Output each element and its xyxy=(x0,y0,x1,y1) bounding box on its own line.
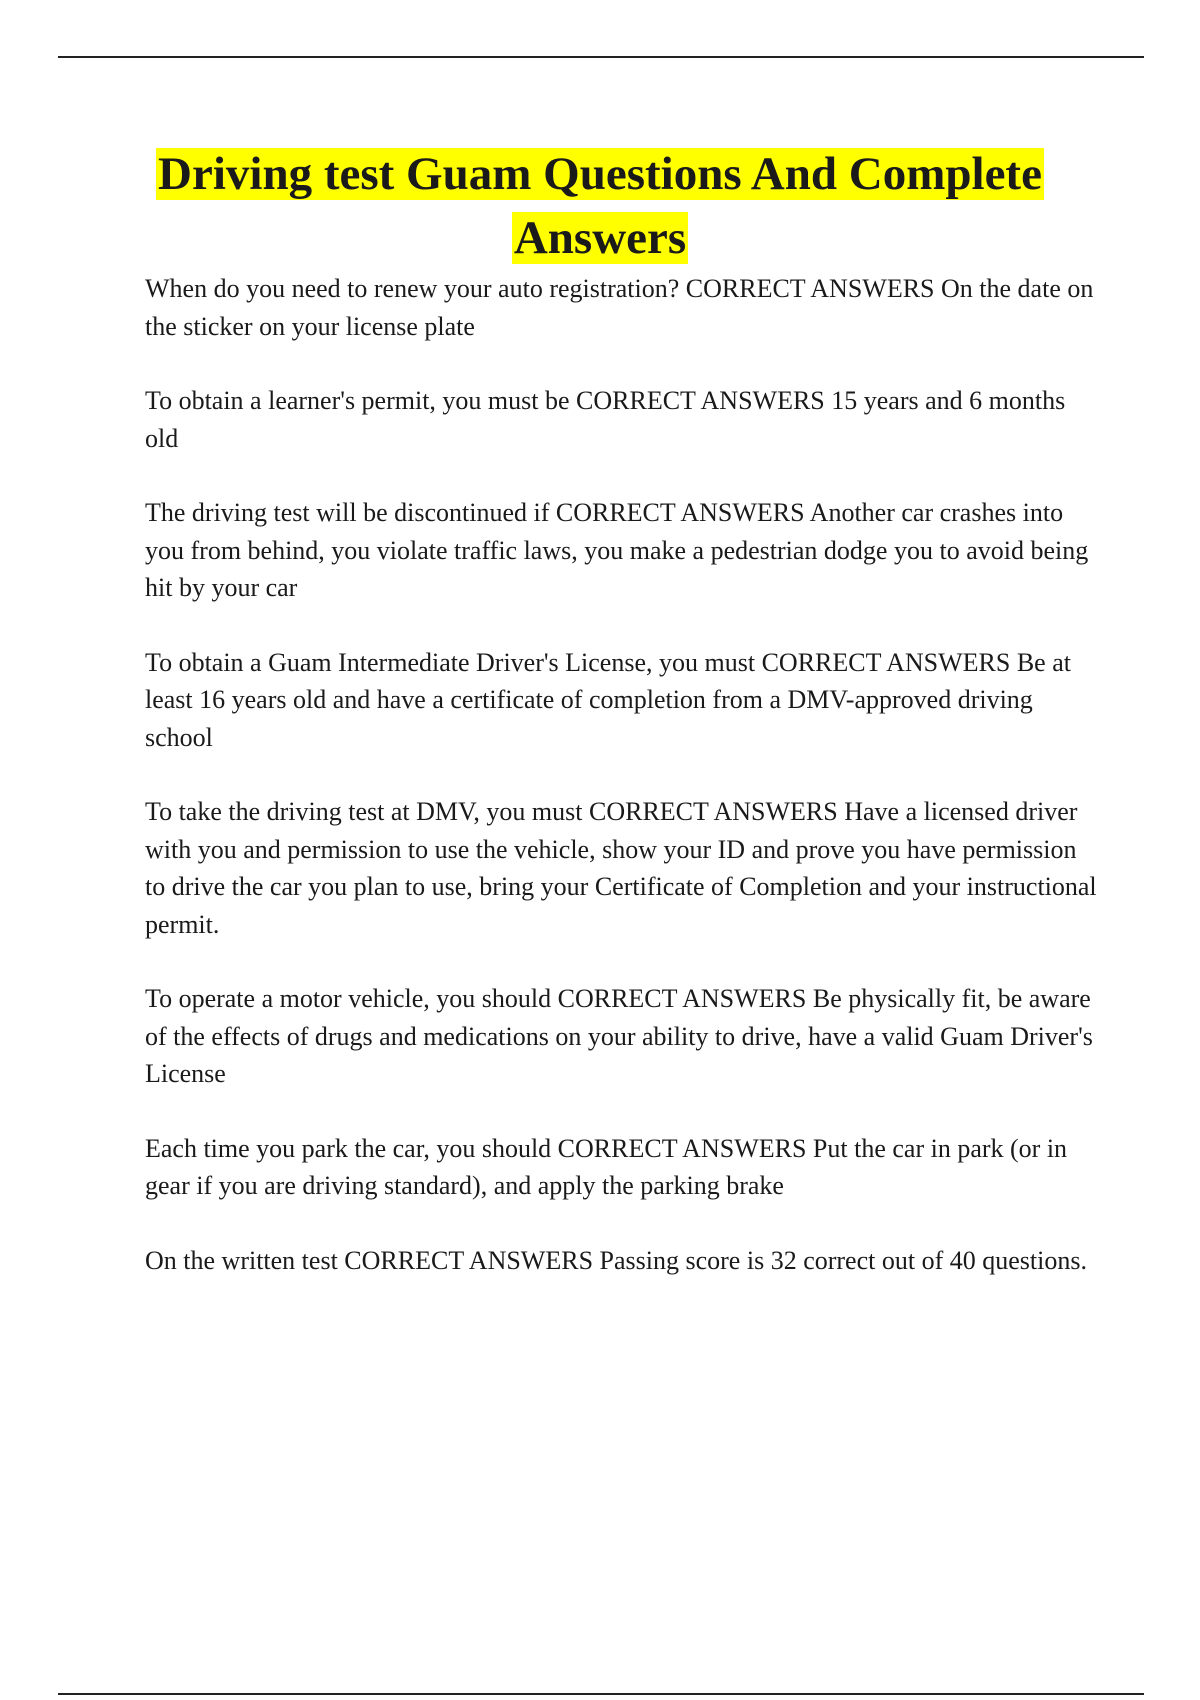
qa-entry-intermediate-license: To obtain a Guam Intermediate Driver's License, you must CORRECT ANSWERS Be at least 16 years old and have a certificate of completion from a DMV-approved driving school xyxy=(145,647,1071,752)
qa-entry-take-driving-test: To take the driving test at DMV, you must CORRECT ANSWERS Have a licensed driver with you and permission to use the vehicle, show your ID and prove you have permission to drive the car you plan to use, bring your Certificate of Completion and your instructional permit. xyxy=(145,797,1097,939)
title-line-2: Answers xyxy=(513,212,687,264)
qa-entry-operate-vehicle: To operate a motor vehicle, you should CORRECT ANSWERS Be physically fit, be aware of the effects of drugs and medications on your ability to drive, have a valid Guam Driver's License xyxy=(145,984,1093,1088)
qa-entry-renew-registration: When do you need to renew your auto registration? CORRECT ANSWERS On the date on the sticker on your license plate xyxy=(145,274,1094,341)
qa-entry-park-car: Each time you park the car, you should CORRECT ANSWERS Put the car in park (or in gear if you are driving standard), and apply the parking brake xyxy=(145,1133,1068,1200)
qa-entry-written-test: On the written test CORRECT ANSWERS Passing score is 32 correct out of 40 questions. xyxy=(145,1245,1087,1275)
qa-entry-learners-permit: To obtain a learner's permit, you must be CORRECT ANSWERS 15 years and 6 months old xyxy=(145,386,1066,453)
title-line-1: Driving test Guam Questions And Complete xyxy=(158,148,1042,200)
top-rule xyxy=(58,56,1144,58)
qa-entry-test-discontinued: The driving test will be discontinued if CORRECT ANSWERS Another car crashes into you from behind, you violate traffic laws, you make a pedestrian dodge you to avoid being hit by your car xyxy=(145,498,1089,602)
qa-list xyxy=(145,270,1100,1316)
page-title xyxy=(60,142,1140,270)
bottom-rule xyxy=(58,1693,1144,1695)
